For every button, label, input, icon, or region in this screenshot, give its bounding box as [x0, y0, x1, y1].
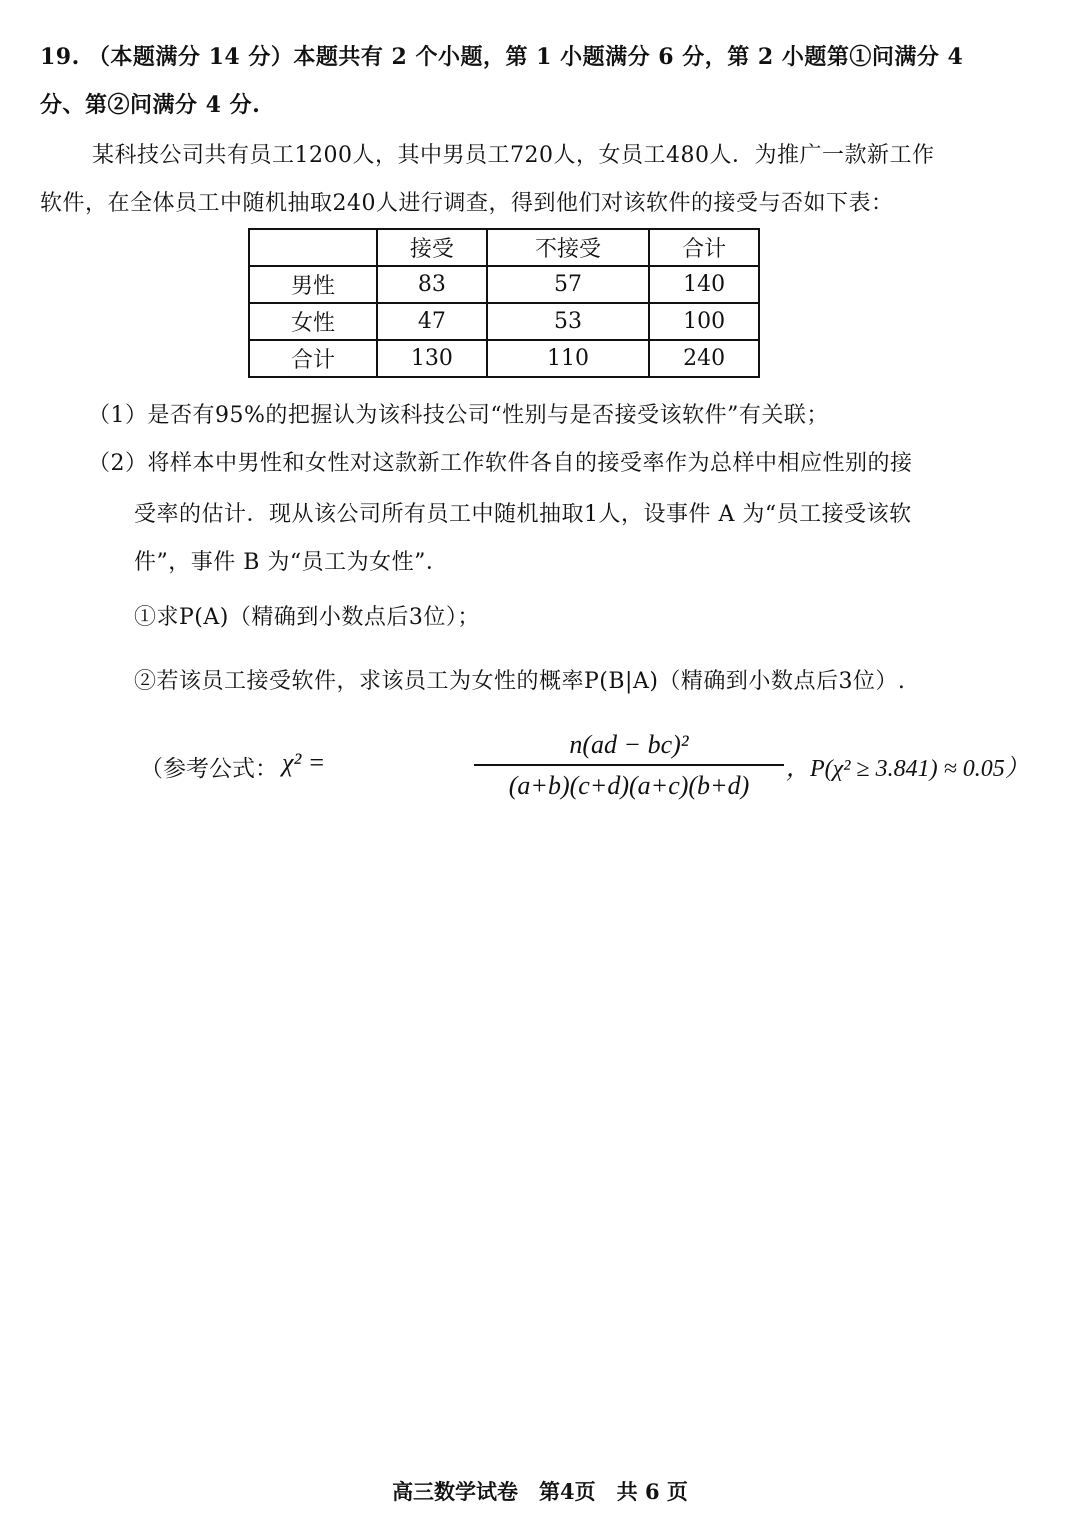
- table-header-cell: 合计: [649, 229, 759, 266]
- table-cell: 240: [649, 340, 759, 377]
- subquestion-2: ②若该员工接受软件，求该员工为女性的概率P(B|A)（精确到小数点后3位）.: [134, 669, 906, 694]
- acceptance-table: [248, 228, 760, 378]
- subquestion-1: ①求P(A)（精确到小数点后3位）；: [134, 605, 480, 630]
- fraction-bar: [474, 764, 784, 766]
- table-cell: 110: [487, 340, 649, 377]
- table-cell: 100: [649, 303, 759, 340]
- table-header-cell: 接受: [377, 229, 487, 266]
- table-header-cell: 不接受: [487, 229, 649, 266]
- table-cell: 47: [377, 303, 487, 340]
- question-header-line1: 19. （本题满分 14 分）本题共有 2 个小题，第 1 小题满分 6 分，第 2 小题第①问满分 4: [40, 44, 964, 70]
- formula-lhs: χ² =: [282, 748, 326, 777]
- question-header-line2: 分、第②问满分 4 分.: [40, 92, 261, 118]
- formula-tail: ，P(χ² ≥ 3.841) ≈ 0.05）: [786, 756, 1029, 782]
- intro-line1: 某科技公司共有员工1200人，其中男员工720人，女员工480人．为推广一款新工作: [92, 143, 935, 168]
- part1-text: （1）是否有95%的把握认为该科技公司“性别与是否接受该软件”有关联；: [88, 403, 829, 428]
- intro-line2: 软件，在全体员工中随机抽取240人进行调查，得到他们对该软件的接受与否如下表：: [40, 191, 894, 216]
- part2-line1: （2）将样本中男性和女性对这款新工作软件各自的接受率作为总样中相应性别的接: [88, 451, 913, 476]
- table-row: [249, 266, 759, 303]
- formula-numerator: n(ad − bc)²: [569, 730, 689, 759]
- formula-denominator: (a+b)(c+d)(a+c)(b+d): [508, 771, 750, 800]
- table-row: [249, 303, 759, 340]
- formula-fraction: [474, 728, 784, 804]
- table-cell: 合计: [249, 340, 377, 377]
- table-cell: 57: [487, 266, 649, 303]
- table-header-row: [249, 229, 759, 266]
- page-footer: 高三数学试卷 第4页 共 6 页: [392, 1479, 688, 1504]
- table-cell: 女性: [249, 303, 377, 340]
- table-cell: 130: [377, 340, 487, 377]
- part2-line3: 件”，事件 B 为“员工为女性”．: [134, 550, 449, 575]
- table-row: [249, 340, 759, 377]
- table-cell: 53: [487, 303, 649, 340]
- table-cell: 140: [649, 266, 759, 303]
- formula-label: （参考公式：: [140, 756, 278, 782]
- table-header-cell: [249, 229, 377, 266]
- part2-line2: 受率的估计．现从该公司所有员工中随机抽取1人，设事件 A 为“员工接受该软: [134, 502, 912, 527]
- table-cell: 男性: [249, 266, 377, 303]
- reference-formula: [140, 728, 1029, 808]
- table-cell: 83: [377, 266, 487, 303]
